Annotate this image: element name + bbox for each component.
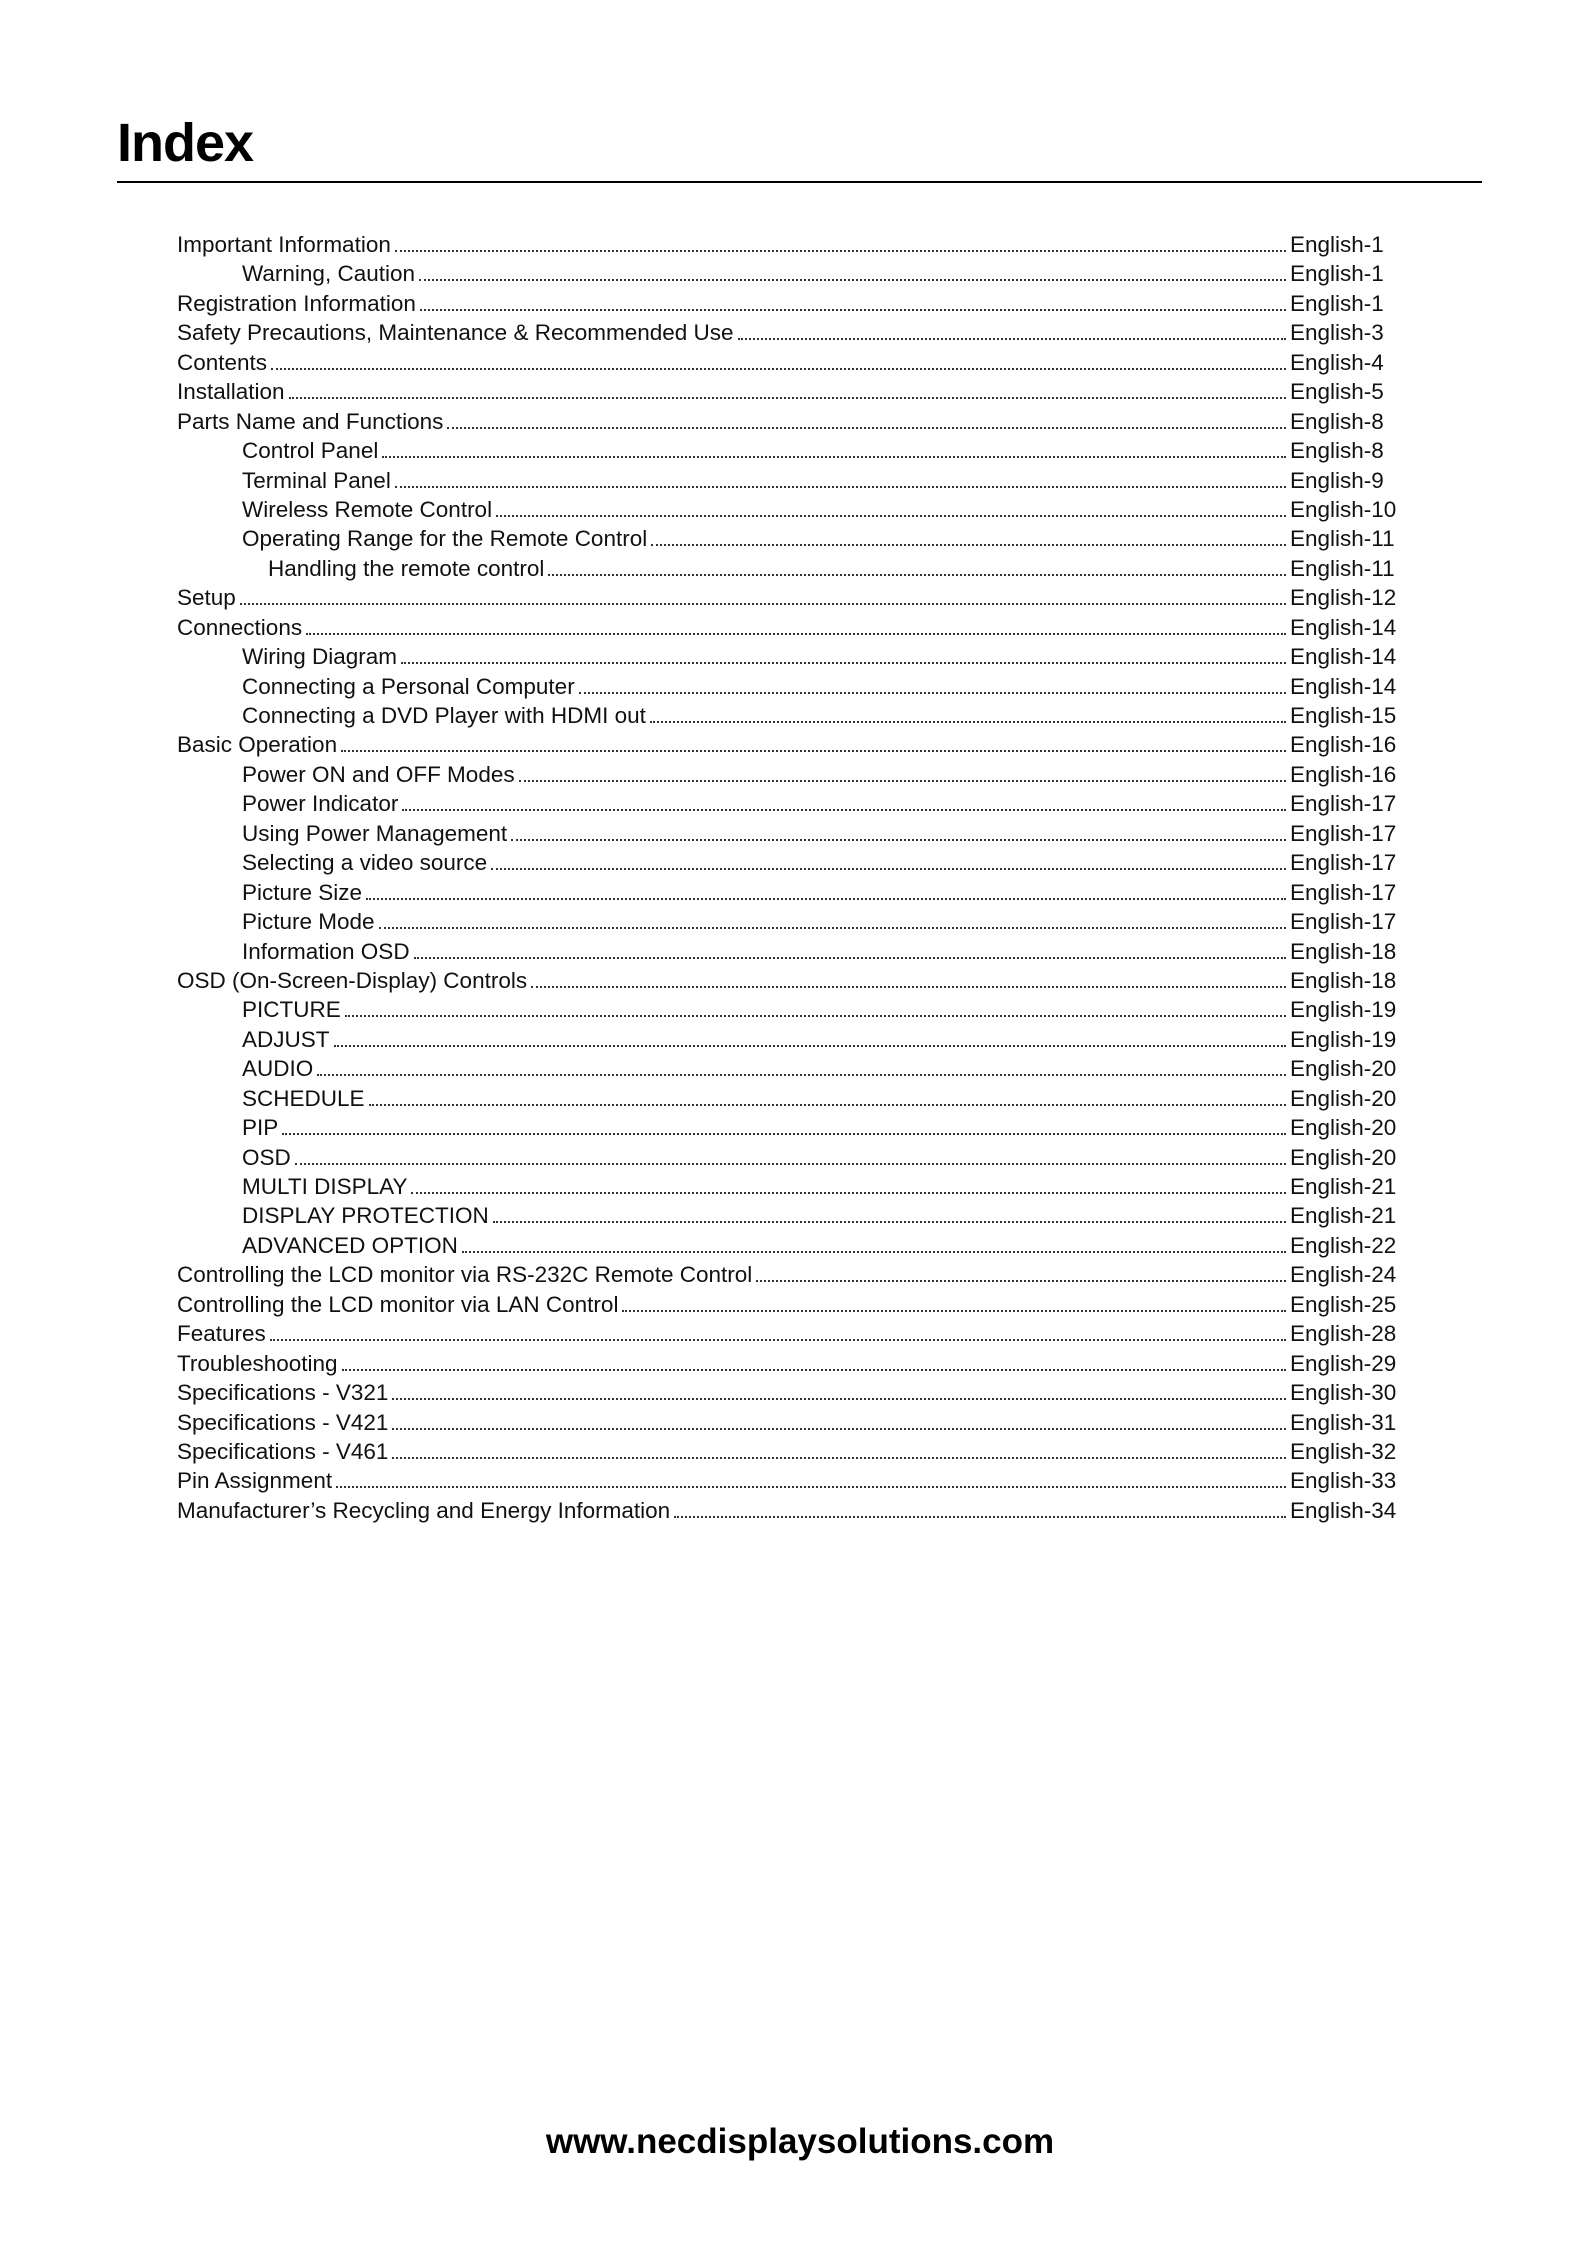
- index-list: [177, 230, 1405, 1525]
- index-entry-page: English-1: [1290, 261, 1384, 287]
- index-entry-label: Wireless Remote Control: [242, 496, 493, 522]
- index-entry-label: Connections: [177, 614, 303, 640]
- dot-leader: [579, 692, 1286, 694]
- index-entry-label: Basic Operation: [177, 732, 338, 758]
- dot-leader: [366, 898, 1286, 900]
- dot-leader: [401, 662, 1286, 664]
- dot-leader: [414, 957, 1286, 959]
- dot-leader: [420, 309, 1286, 311]
- index-entry-label: Power ON and OFF Modes: [242, 761, 515, 787]
- index-entry-label: Contents: [177, 349, 268, 375]
- index-entry: [177, 1113, 1405, 1142]
- index-entry-page: English-8: [1290, 438, 1384, 464]
- index-entry: [177, 466, 1405, 495]
- index-entry-page: English-21: [1290, 1174, 1397, 1199]
- index-entry-page: English-14: [1290, 614, 1397, 640]
- index-entry-page: English-20: [1290, 1115, 1397, 1141]
- index-entry: [177, 848, 1405, 877]
- index-entry-label: Controlling the LCD monitor via LAN Control: [177, 1291, 619, 1317]
- index-entry-page: English-18: [1290, 938, 1397, 964]
- index-entry-label: Warning, Caution: [242, 261, 416, 287]
- dot-leader: [341, 750, 1286, 752]
- index-entry-label: Safety Precautions, Maintenance & Recommended Use: [177, 320, 734, 346]
- index-entry: [177, 1437, 1405, 1466]
- index-entry-page: English-8: [1290, 408, 1384, 434]
- index-entry-page: English-17: [1290, 850, 1397, 876]
- dot-leader: [345, 1015, 1286, 1017]
- index-entry-page: English-22: [1290, 1232, 1397, 1258]
- index-entry: [177, 1172, 1405, 1201]
- index-entry-label: DISPLAY PROTECTION: [242, 1203, 489, 1229]
- index-entry-page: English-16: [1290, 732, 1397, 758]
- dot-leader: [392, 1457, 1286, 1459]
- index-entry-page: English-34: [1290, 1497, 1397, 1523]
- index-entry-label: Control Panel: [242, 438, 379, 464]
- index-entry: [177, 966, 1405, 995]
- index-entry: [177, 289, 1405, 318]
- index-entry: [177, 259, 1405, 288]
- index-entry: [177, 377, 1405, 406]
- dot-leader: [392, 1398, 1286, 1400]
- index-entry-page: English-30: [1290, 1380, 1397, 1406]
- dot-leader: [411, 1192, 1286, 1194]
- index-entry-page: English-11: [1290, 526, 1395, 552]
- index-entry-label: Specifications - V421: [177, 1409, 389, 1435]
- index-entry-page: English-1: [1290, 290, 1384, 316]
- dot-leader: [289, 397, 1286, 399]
- dot-leader: [336, 1486, 1286, 1488]
- index-entry-label: SCHEDULE: [242, 1085, 365, 1111]
- index-entry-label: Features: [177, 1321, 266, 1347]
- index-entry-page: English-4: [1290, 349, 1384, 375]
- index-entry: [177, 1201, 1405, 1230]
- index-entry: [177, 995, 1405, 1024]
- index-entry-label: Connecting a Personal Computer: [242, 673, 575, 699]
- index-entry-label: Manufacturer’s Recycling and Energy Information: [177, 1497, 671, 1523]
- dot-leader: [369, 1104, 1286, 1106]
- index-entry-page: English-33: [1290, 1468, 1397, 1494]
- dot-leader: [240, 603, 1286, 605]
- dot-leader: [491, 868, 1286, 870]
- index-entry-page: English-29: [1290, 1350, 1397, 1376]
- index-entry: [177, 1143, 1405, 1172]
- index-entry: [177, 907, 1405, 936]
- index-entry-label: Installation: [177, 379, 285, 405]
- index-entry-page: English-21: [1290, 1203, 1397, 1229]
- index-entry: [177, 878, 1405, 907]
- index-entry-label: Troubleshooting: [177, 1350, 338, 1376]
- index-entry-page: English-24: [1290, 1262, 1397, 1288]
- index-entry: [177, 937, 1405, 966]
- index-entry: [177, 1231, 1405, 1260]
- page-title: Index: [117, 113, 254, 173]
- index-entry-page: English-20: [1290, 1085, 1397, 1111]
- dot-leader: [342, 1369, 1286, 1371]
- dot-leader: [548, 574, 1286, 576]
- index-entry-label: Picture Size: [242, 879, 363, 905]
- index-entry-page: English-17: [1290, 909, 1397, 935]
- index-entry: [177, 1349, 1405, 1378]
- dot-leader: [462, 1251, 1286, 1253]
- index-entry-label: OSD (On-Screen-Display) Controls: [177, 967, 528, 993]
- dot-leader: [306, 633, 1286, 635]
- index-entry: [177, 789, 1405, 818]
- title-divider: [117, 181, 1482, 183]
- dot-leader: [270, 1339, 1286, 1341]
- index-entry-label: Handling the remote control: [268, 555, 545, 581]
- index-entry-page: English-16: [1290, 761, 1397, 787]
- index-entry-label: Information OSD: [242, 938, 410, 964]
- dot-leader: [271, 368, 1286, 370]
- index-entry-page: English-19: [1290, 997, 1397, 1023]
- dot-leader: [382, 456, 1286, 458]
- index-entry: [177, 1025, 1405, 1054]
- dot-leader: [738, 338, 1286, 340]
- index-entry-label: AUDIO: [242, 1056, 314, 1082]
- dot-leader: [493, 1221, 1286, 1223]
- index-entry-label: Power Indicator: [242, 791, 399, 817]
- index-entry-page: English-1: [1290, 232, 1384, 257]
- index-entry-label: Pin Assignment: [177, 1468, 333, 1494]
- index-entry-page: English-3: [1290, 320, 1384, 346]
- index-entry-label: Using Power Management: [242, 820, 508, 846]
- index-entry-page: English-17: [1290, 820, 1397, 846]
- index-entry-label: PIP: [242, 1115, 279, 1141]
- index-entry: [177, 642, 1405, 671]
- index-entry: [177, 554, 1405, 583]
- index-entry-label: Parts Name and Functions: [177, 408, 444, 434]
- index-entry: [177, 230, 1405, 259]
- index-entry-page: English-17: [1290, 791, 1397, 817]
- index-entry: [177, 672, 1405, 701]
- dot-leader: [496, 515, 1286, 517]
- index-entry-label: PICTURE: [242, 997, 341, 1023]
- index-entry-page: English-10: [1290, 496, 1397, 522]
- index-entry-page: English-14: [1290, 673, 1397, 699]
- index-entry: [177, 701, 1405, 730]
- index-entry-page: English-11: [1290, 555, 1395, 581]
- index-entry: [177, 1466, 1405, 1495]
- index-entry: [177, 1290, 1405, 1319]
- index-entry-label: Important Information: [177, 232, 391, 257]
- index-entry-page: English-31: [1290, 1409, 1397, 1435]
- dot-leader: [650, 721, 1286, 723]
- footer-website-url: www.necdisplaysolutions.com: [545, 2122, 1055, 2161]
- dot-leader: [295, 1163, 1286, 1165]
- dot-leader: [511, 839, 1286, 841]
- dot-leader: [674, 1516, 1286, 1518]
- index-entry: [177, 1084, 1405, 1113]
- index-entry-page: English-9: [1290, 467, 1384, 493]
- index-entry: [177, 524, 1405, 553]
- index-entry-label: MULTI DISPLAY: [242, 1174, 408, 1199]
- index-entry: [177, 1319, 1405, 1348]
- index-entry: [177, 407, 1405, 436]
- index-entry: [177, 1378, 1405, 1407]
- index-entry-label: Wiring Diagram: [242, 644, 398, 670]
- index-entry-page: English-14: [1290, 644, 1397, 670]
- index-entry-label: Selecting a video source: [242, 850, 488, 876]
- index-entry: [177, 583, 1405, 612]
- index-entry-page: English-25: [1290, 1291, 1397, 1317]
- dot-leader: [419, 279, 1286, 281]
- index-entry-label: Operating Range for the Remote Control: [242, 526, 648, 552]
- index-entry-page: English-19: [1290, 1026, 1397, 1052]
- index-entry: [177, 1054, 1405, 1083]
- dot-leader: [282, 1133, 1286, 1135]
- index-entry: [177, 348, 1405, 377]
- index-entry-label: Specifications - V461: [177, 1438, 389, 1464]
- index-entry-label: Connecting a DVD Player with HDMI out: [242, 703, 646, 728]
- index-entry-page: English-12: [1290, 585, 1397, 611]
- index-entry-label: Registration Information: [177, 290, 416, 316]
- dot-leader: [622, 1310, 1286, 1312]
- index-entry: [177, 819, 1405, 848]
- index-entry-label: Picture Mode: [242, 909, 375, 935]
- dot-leader: [395, 250, 1286, 252]
- dot-leader: [651, 544, 1286, 546]
- index-entry-page: English-32: [1290, 1438, 1397, 1464]
- index-entry: [177, 1260, 1405, 1289]
- index-entry-page: English-18: [1290, 967, 1397, 993]
- index-entry-label: ADVANCED OPTION: [242, 1232, 458, 1258]
- index-entry-label: Controlling the LCD monitor via RS-232C Remote Control: [177, 1262, 753, 1288]
- index-entry-page: English-20: [1290, 1144, 1397, 1170]
- dot-leader: [392, 1428, 1286, 1430]
- dot-leader: [447, 427, 1286, 429]
- index-entry-page: English-17: [1290, 879, 1397, 905]
- index-entry: [177, 1408, 1405, 1437]
- index-entry: [177, 730, 1405, 759]
- dot-leader: [379, 927, 1286, 929]
- index-entry: [177, 436, 1405, 465]
- index-entry: [177, 318, 1405, 347]
- index-entry-page: English-20: [1290, 1056, 1397, 1082]
- index-entry-page: English-28: [1290, 1321, 1397, 1347]
- dot-leader: [519, 780, 1286, 782]
- index-entry-label: OSD: [242, 1144, 291, 1170]
- dot-leader: [317, 1074, 1286, 1076]
- index-entry-page: English-15: [1290, 703, 1397, 728]
- index-entry-label: Setup: [177, 585, 236, 611]
- dot-leader: [395, 486, 1286, 488]
- dot-leader: [402, 809, 1286, 811]
- dot-leader: [531, 986, 1286, 988]
- index-entry: [177, 1496, 1405, 1525]
- dot-leader: [756, 1280, 1286, 1282]
- index-entry: [177, 760, 1405, 789]
- index-entry: [177, 613, 1405, 642]
- index-entry: [177, 495, 1405, 524]
- index-entry-page: English-5: [1290, 379, 1384, 405]
- index-entry-label: Terminal Panel: [242, 467, 391, 493]
- index-entry-label: Specifications - V321: [177, 1380, 389, 1406]
- index-entry-label: ADJUST: [242, 1026, 330, 1052]
- dot-leader: [334, 1045, 1286, 1047]
